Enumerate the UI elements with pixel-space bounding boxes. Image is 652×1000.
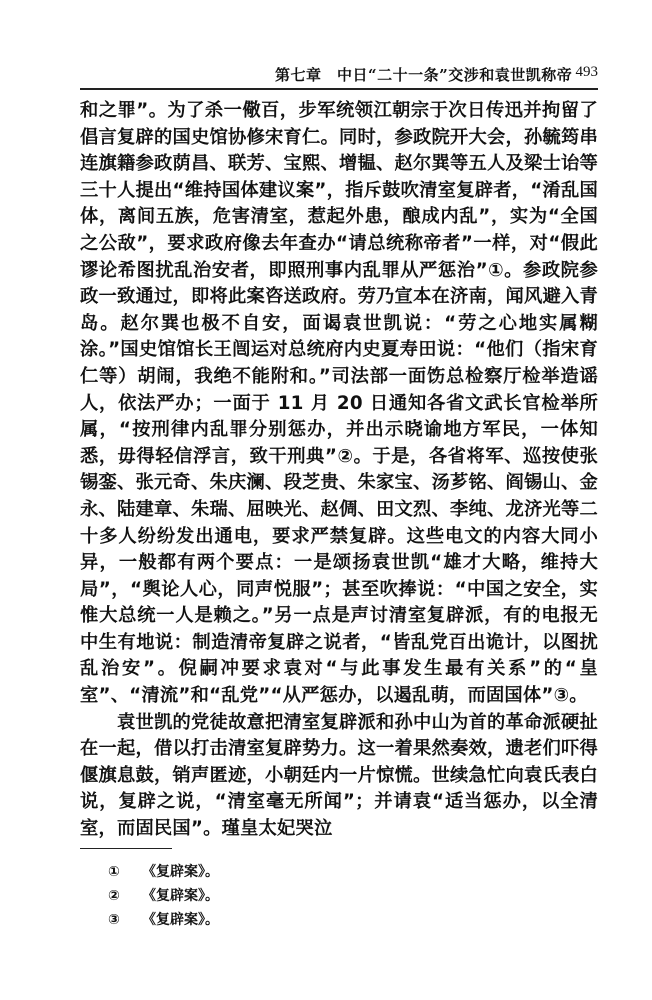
running-head-title: 第七章 中日“二十一条”交涉和袁世凯称帝: [275, 66, 573, 84]
main-text: [80, 98, 598, 843]
footnote-text: 《复辟案》。: [142, 864, 219, 880]
footnote-mark: ②: [108, 888, 120, 904]
footnote-item: [108, 908, 219, 932]
paragraph: 和之罪”。为了杀一儆百，步军统领江朝宗于次日传迅并拘留了倡言复辟的国史馆协修宋育仁。同时，参政院开大会，孙毓筠串连旗籍参政荫昌、联芳、宝熙、增韫、赵尔巽等五人及梁士诒等三十人提出“维持国体建议案”，指斥鼓吹清室复辟者，“淆乱国体，离间五族，危害清室，惹起外患，酿成内乱”，实为“全国之公敌”，要求政府像去年查办“请总统称帝者”一样，对“假此谬论希图扰乱治安者，即照刑事内乱罪从严惩治”①。参政院参政一致通过，即将此案咨送政府。劳乃宣本在济南，闻风避入青岛。赵尔巽也极不自安，面谒袁世凯说：“劳之心地实属糊涂。”国史馆馆长王闿运对总统府内史夏寿田说：“他们（指宋育仁等）胡闹，我绝不能附和。”司法部一面饬总检察厅检举造谣人，依法严办；一面于 11 月 20 日通知各省文武长官检举所属，“按刑律内乱罪分别惩办，并出示晓谕地方军民，一体知悉，毋得轻信浮言，致干刑典”②。于是，各省将军、巡按使张锡銮、张元奇、朱庆澜、段芝贵、朱家宝、汤芗铭、阎锡山、金永、陆建章、朱瑞、屈映光、赵倜、田文烈、李纯、龙济光等二十多人纷纷发出通电，要求严禁复辟。这些电文的内容大同小异，一般都有两个要点：一是颂扬袁世凯“雄才大略，维持大局”，“舆论人心，同声悦服”；甚至吹捧说：“中国之安全，实惟大总统一人是赖之。”另一点是声讨清室复辟派，有的电报无中生有地说：制造清帝复辟之说者，“皆乱党百出诡计，以图扰乱治安”。倪嗣冲要求袁对“与此事发生最有关系”的“皇室”、“清流”和“乱党”“从严惩办，以遏乱萌，而固国体”③。: [80, 100, 598, 707]
page-header: [80, 60, 598, 90]
footnote-text: 《复辟案》。: [142, 888, 219, 904]
footnote-divider: [80, 848, 172, 849]
footnote-text: 《复辟案》。: [142, 912, 219, 928]
paragraph: 袁世凯的党徒故意把清室复辟派和孙中山为首的革命派硬扯在一起，借以打击清室复辟势力。这一着果然奏效，遗老们吓得偃旗息鼓，销声匿迹，小朝廷内一片惊慌。世续急忙向袁氏表白说，复辟之说，“清室毫无所闻”；并请袁“适当惩办，以全清室，而固民国”。瑾皇太妃哭泣: [80, 711, 598, 840]
page-number: 493: [575, 64, 598, 80]
footnote-item: [108, 884, 219, 908]
footnote-mark: ③: [108, 912, 120, 928]
footnotes: [108, 860, 219, 932]
footnote-item: [108, 860, 219, 884]
footnote-mark: ①: [108, 864, 120, 880]
